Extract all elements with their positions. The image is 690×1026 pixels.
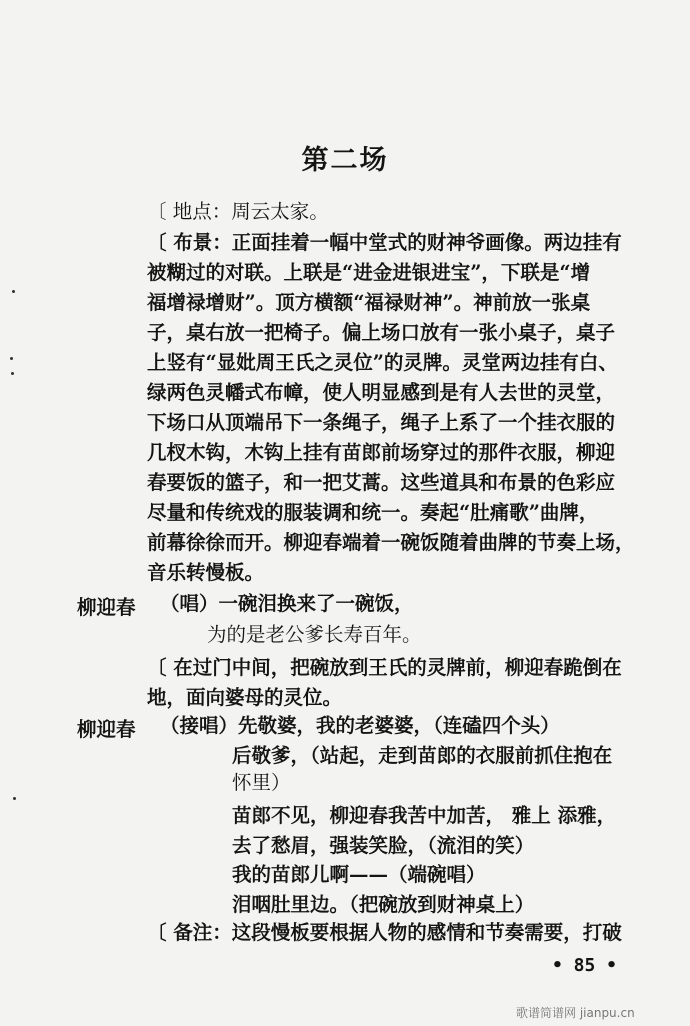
- location-line: 〔 地点：周云太家。: [147, 200, 329, 223]
- setting-line-9: 春要饭的篮子，和一把艾蒿。这些道具和布景的色彩应: [147, 471, 616, 494]
- sung-line: 去了愁眉，强装笑脸，（流泪的笑）: [232, 834, 535, 857]
- scan-speck: [13, 797, 16, 800]
- setting-line-11: 前幕徐徐而开。柳迎春端着一碗饭随着曲牌的节奏上场，: [147, 531, 635, 554]
- scan-speck: [10, 357, 13, 360]
- stage-direction: 〔 在过门中间，把碗放到王氏的灵牌前，柳迎春跪倒在: [147, 656, 622, 679]
- speaker-label: 柳迎春: [77, 718, 136, 741]
- site-watermark: 歌谱简谱网 jianpu.cn: [516, 1006, 635, 1020]
- setting-line-10: 尽量和传统戏的服装调和统一。奏起“肚痛歌”曲牌，: [147, 501, 599, 524]
- scene-title: 第二场: [301, 145, 389, 176]
- sung-line: （接唱）先敬婆，我的老婆婆，（连磕四个头）: [160, 714, 560, 737]
- sung-line: （唱）一碗泪换来了一碗饭，: [160, 592, 414, 615]
- sung-line: 为的是老公爹长寿百年。: [207, 623, 422, 646]
- setting-line-3: 福增禄增财”。顶方横额“福禄财神”。神前放一张桌: [147, 291, 591, 314]
- scan-speck: [12, 290, 15, 293]
- scan-speck: [11, 372, 14, 375]
- sung-line: 苗郎不见，柳迎春我苦中加苦， 雅上 添雅，: [232, 804, 617, 827]
- setting-line-8: 几杈木钩，木钩上挂有苗郎前场穿过的那件衣服，柳迎: [147, 441, 616, 464]
- sung-line: 后敬爹，（站起，走到苗郎的衣服前抓住抱在: [232, 744, 613, 767]
- setting-line-12: 音乐转慢板。: [147, 561, 265, 584]
- sung-line: 怀里）: [232, 771, 291, 794]
- page-number: • 85 •: [552, 955, 618, 976]
- sung-line: 我的苗郎儿啊——（端碗唱）: [232, 863, 486, 886]
- sung-line: 泪咽肚里边。（把碗放到财神桌上）: [232, 893, 535, 916]
- setting-line-5: 上竖有“显妣周王氏之灵位”的灵牌。灵堂两边挂有白、: [147, 351, 618, 374]
- note-line: 〔 备注：这段慢板要根据人物的感情和节奏需要，打破: [147, 921, 622, 944]
- setting-line-6: 绿两色灵幡式布幛，使人明显感到是有人去世的灵堂，: [147, 381, 616, 404]
- speaker-label: 柳迎春: [77, 596, 136, 619]
- setting-line-4: 子，桌右放一把椅子。偏上场口放有一张小桌子，桌子: [147, 321, 616, 344]
- setting-line-2: 被糊过的对联。上联是“进金进银进宝”，下联是“增: [147, 261, 591, 284]
- stage-direction: 地，面向婆母的灵位。: [147, 686, 343, 709]
- setting-line-7: 下场口从顶端吊下一条绳子，绳子上系了一个挂衣服的: [147, 411, 616, 434]
- setting-line-1: 〔 布景：正面挂着一幅中堂式的财神爷画像。两边挂有: [147, 231, 622, 254]
